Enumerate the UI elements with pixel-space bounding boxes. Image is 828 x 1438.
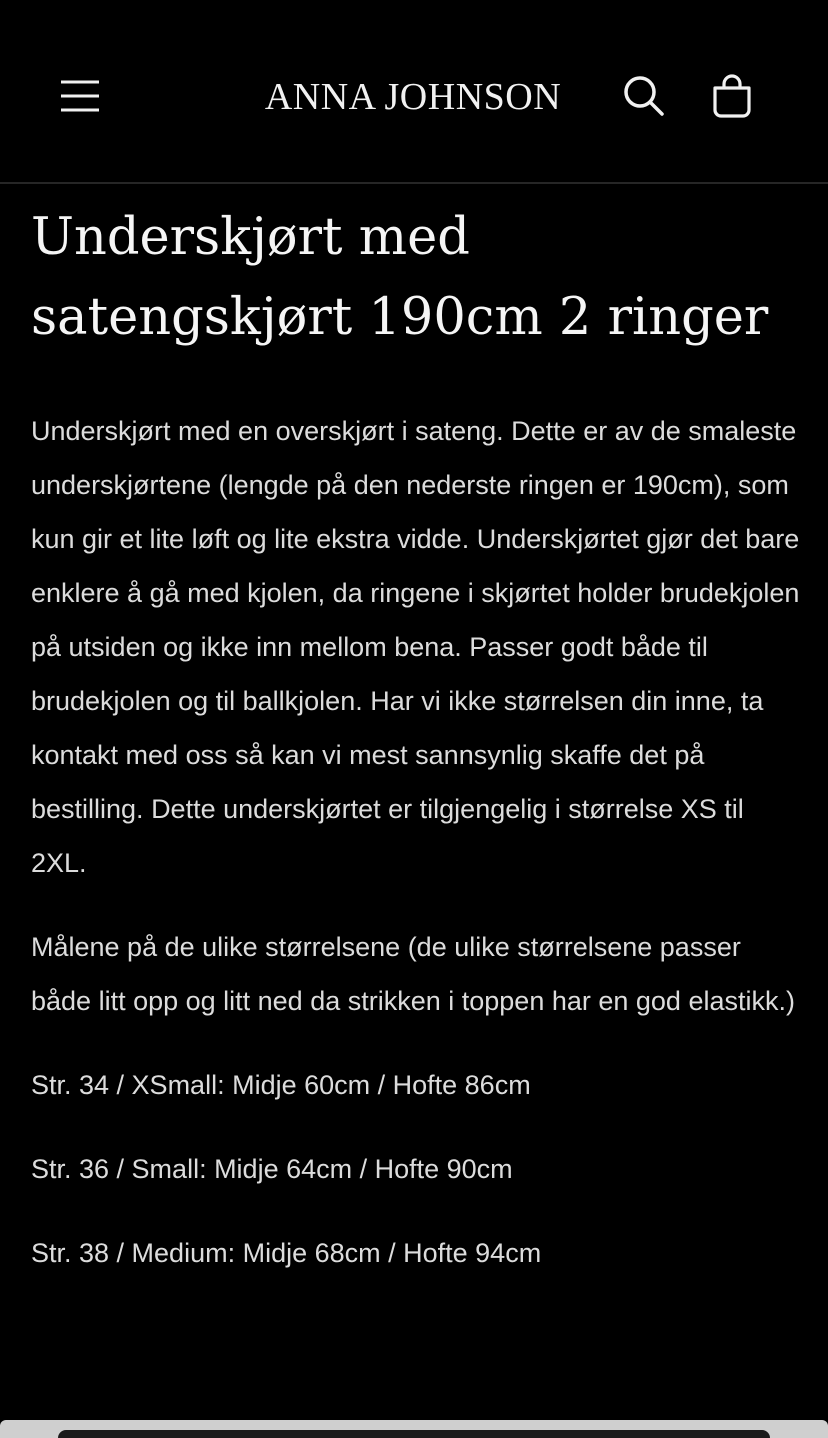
- shopping-bag-icon: [711, 74, 753, 118]
- product-title: Underskjørt med satengskjørt 190cm 2 ringer: [31, 208, 769, 347]
- search-button[interactable]: [614, 66, 674, 126]
- product-description-section: [31, 404, 801, 1280]
- cart-button[interactable]: [702, 64, 762, 128]
- size-measurement-s: Str. 36 / Small: Midje 64cm / Hofte 90cm: [31, 1154, 513, 1184]
- menu-button[interactable]: [50, 66, 110, 126]
- size-measurement-m: Str. 38 / Medium: Midje 68cm / Hofte 94cm: [31, 1238, 542, 1268]
- site-header: [0, 0, 828, 184]
- size-measurement-xs: Str. 34 / XSmall: Midje 60cm / Hofte 86cm: [31, 1070, 531, 1100]
- measurements-intro: Målene på de ulike størrelsene (de ulike størrelsene passer både litt opp og litt ned da strikken i toppen har en god elastikk.): [31, 932, 795, 1016]
- browser-address-pill[interactable]: [58, 1430, 770, 1438]
- product-description: Underskjørt med en overskjørt i sateng. Dette er av de smaleste underskjørtene (lengde på den nederste ringen er 190cm), som kun gir et lite løft og lite ekstra vidde. Underskjørtet gjør det bare enklere å gå med kjolen, da ringene i skjørtet holder brudekjolen på utsiden og ikke inn mellom bena. Passer godt både til brudekjolen og til ballkjolen. Har vi ikke størrelsen din inne, ta kontakt med oss så kan vi mest sannsynlig skaffe det på bestilling. Dette underskjørtet er tilgjengelig i størrelse XS til 2XL.: [31, 416, 800, 878]
- hamburger-menu-icon: [60, 79, 100, 113]
- search-icon: [623, 75, 665, 117]
- brand-logo-link[interactable]: ANNA JOHNSON: [264, 76, 562, 118]
